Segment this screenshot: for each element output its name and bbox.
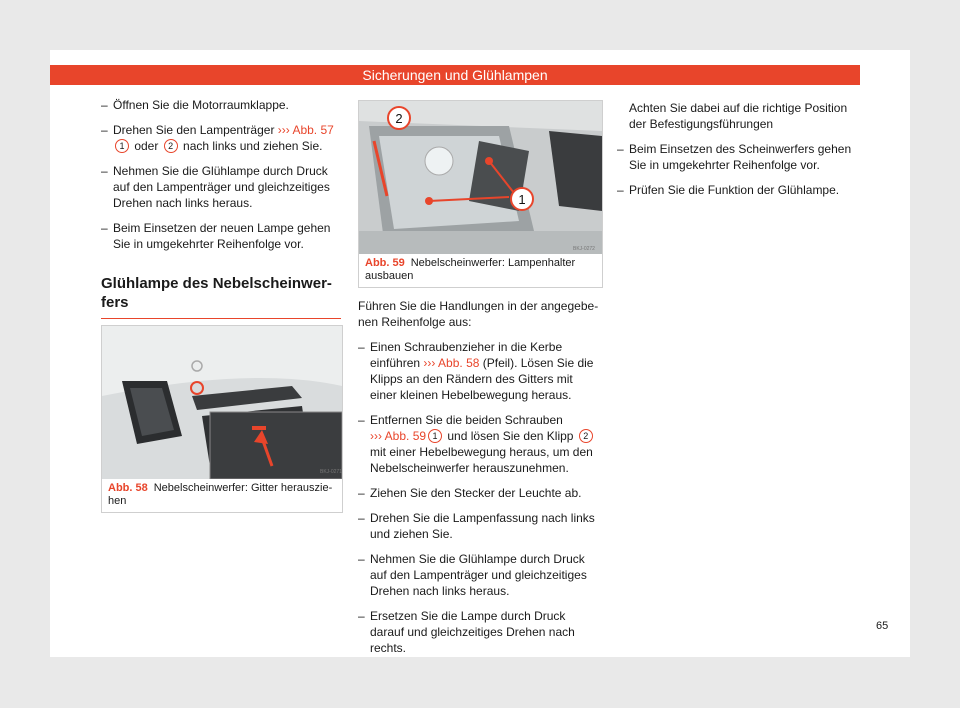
list-item-text: Entfernen Sie die beiden Schrauben	[370, 413, 563, 427]
figure-link[interactable]: Abb. 57	[289, 123, 334, 137]
figure-caption	[359, 254, 602, 286]
callout-2-icon: 2	[579, 429, 593, 443]
dash: –	[358, 413, 365, 427]
list-item	[358, 485, 601, 501]
figure-caption	[102, 479, 342, 511]
dash: –	[358, 609, 365, 623]
xref-arrow: ›››	[370, 429, 382, 443]
list-item	[101, 163, 341, 211]
list-item-text: Drehen Sie die Lampenfassung nach links und ziehen Sie.	[370, 511, 595, 541]
callout-1-icon: 1	[518, 192, 526, 207]
list-item	[358, 412, 601, 476]
list-item-text: Ersetzen Sie die Lampe durch Druck darauf und gleichzeitiges Drehen nach rechts.	[370, 609, 575, 655]
caption-text: Nebelscheinwerfer: Gitter herausziehen	[108, 482, 333, 507]
list-item-text: oder	[131, 139, 162, 153]
figure-58	[101, 325, 343, 513]
figure-label: Abb. 58	[108, 482, 148, 494]
list-item-text: Prüfen Sie die Funktion der Glühlampe.	[629, 183, 840, 197]
list-item	[101, 97, 341, 113]
list-item	[101, 220, 341, 252]
list-item-text: Beim Einsetzen des Scheinwerfers gehen Sie in umgekehrter Reihenfolge vor.	[629, 142, 852, 172]
list-item-text: Beim Einsetzen der neuen Lampe gehen Sie in umgekehrter Reihenfolge vor.	[113, 221, 331, 251]
list-item	[617, 141, 857, 173]
list-item-text: Drehen Sie den Lampenträger	[113, 123, 278, 137]
list-item	[358, 510, 601, 542]
dash: –	[617, 183, 624, 197]
intro-text: Führen Sie die Handlungen in der angegebenen Reihenfolge aus:	[358, 299, 599, 329]
list-item	[101, 122, 341, 154]
list-item-text: Nehmen Sie die Glühlampe durch Druck auf den Lampenträger und gleichzeitiges Drehen nach links heraus.	[370, 552, 587, 598]
list-item-text: mit einer Hebelbewegung heraus, um den Nebelscheinwerfer herauszunehmen.	[370, 445, 593, 475]
dash: –	[101, 164, 108, 178]
column-middle	[358, 298, 601, 665]
dash: –	[101, 98, 108, 112]
figure-code: BKJ-0271	[320, 469, 342, 475]
list-item-text: Öffnen Sie die Motorraumklappe.	[113, 98, 289, 112]
fog-lamp-grille-image	[102, 326, 342, 479]
callout-2-icon: 2	[164, 139, 178, 153]
list-item-text: Ziehen Sie den Stecker der Leuchte ab.	[370, 486, 582, 500]
figure-link[interactable]: Abb. 58	[435, 356, 480, 370]
subheading: Glühlampe des Nebelscheinwerfers	[101, 274, 341, 319]
dash: –	[358, 486, 365, 500]
figure-link[interactable]: Abb. 59	[382, 429, 427, 443]
column-left	[101, 97, 341, 319]
list-item-text: nach links und ziehen Sie.	[179, 139, 323, 153]
list-item	[358, 339, 601, 403]
callout-1-icon: 1	[115, 139, 129, 153]
callout-2-icon: 2	[395, 111, 403, 126]
figure-59	[358, 100, 603, 288]
section-header: Sicherungen und Glühlampen	[50, 65, 860, 85]
continued-text: Achten Sie dabei auf die richtige Position der Befestigungsführungen	[629, 101, 848, 131]
dash: –	[101, 123, 108, 137]
dash: –	[358, 511, 365, 525]
dash: –	[358, 340, 365, 354]
list-item-text: und lösen Sie den Klipp	[444, 429, 577, 443]
list-item-text: Nehmen Sie die Glühlampe durch Druck auf den Lampenträger und gleichzeitiges Drehen nach links heraus.	[113, 164, 330, 210]
page-number: 65	[876, 620, 889, 632]
list-item-text: Einen Schraubenzieher in die Kerbe einführen	[370, 340, 563, 370]
dash: –	[358, 552, 365, 566]
list-item	[358, 608, 601, 656]
caption-text: Nebelscheinwerfer: Lampenhalter ausbauen	[365, 257, 576, 282]
list-item	[617, 182, 857, 198]
column-right	[617, 100, 857, 207]
list-item	[358, 551, 601, 599]
list-item-text: (Pfeil). Lösen Sie die Klipps an den Rändern des Gitters mit einer kleinen Hebelbewegung heraus.	[370, 356, 594, 402]
figure-code: BKJ-0272	[573, 246, 595, 252]
xref-arrow: ›››	[277, 123, 290, 137]
xref-arrow: ›››	[423, 356, 436, 370]
dash: –	[101, 221, 108, 235]
fog-lamp-holder-image	[359, 101, 602, 254]
callout-1-icon: 1	[428, 429, 442, 443]
figure-label: Abb. 59	[365, 257, 405, 269]
dash: –	[617, 142, 624, 156]
